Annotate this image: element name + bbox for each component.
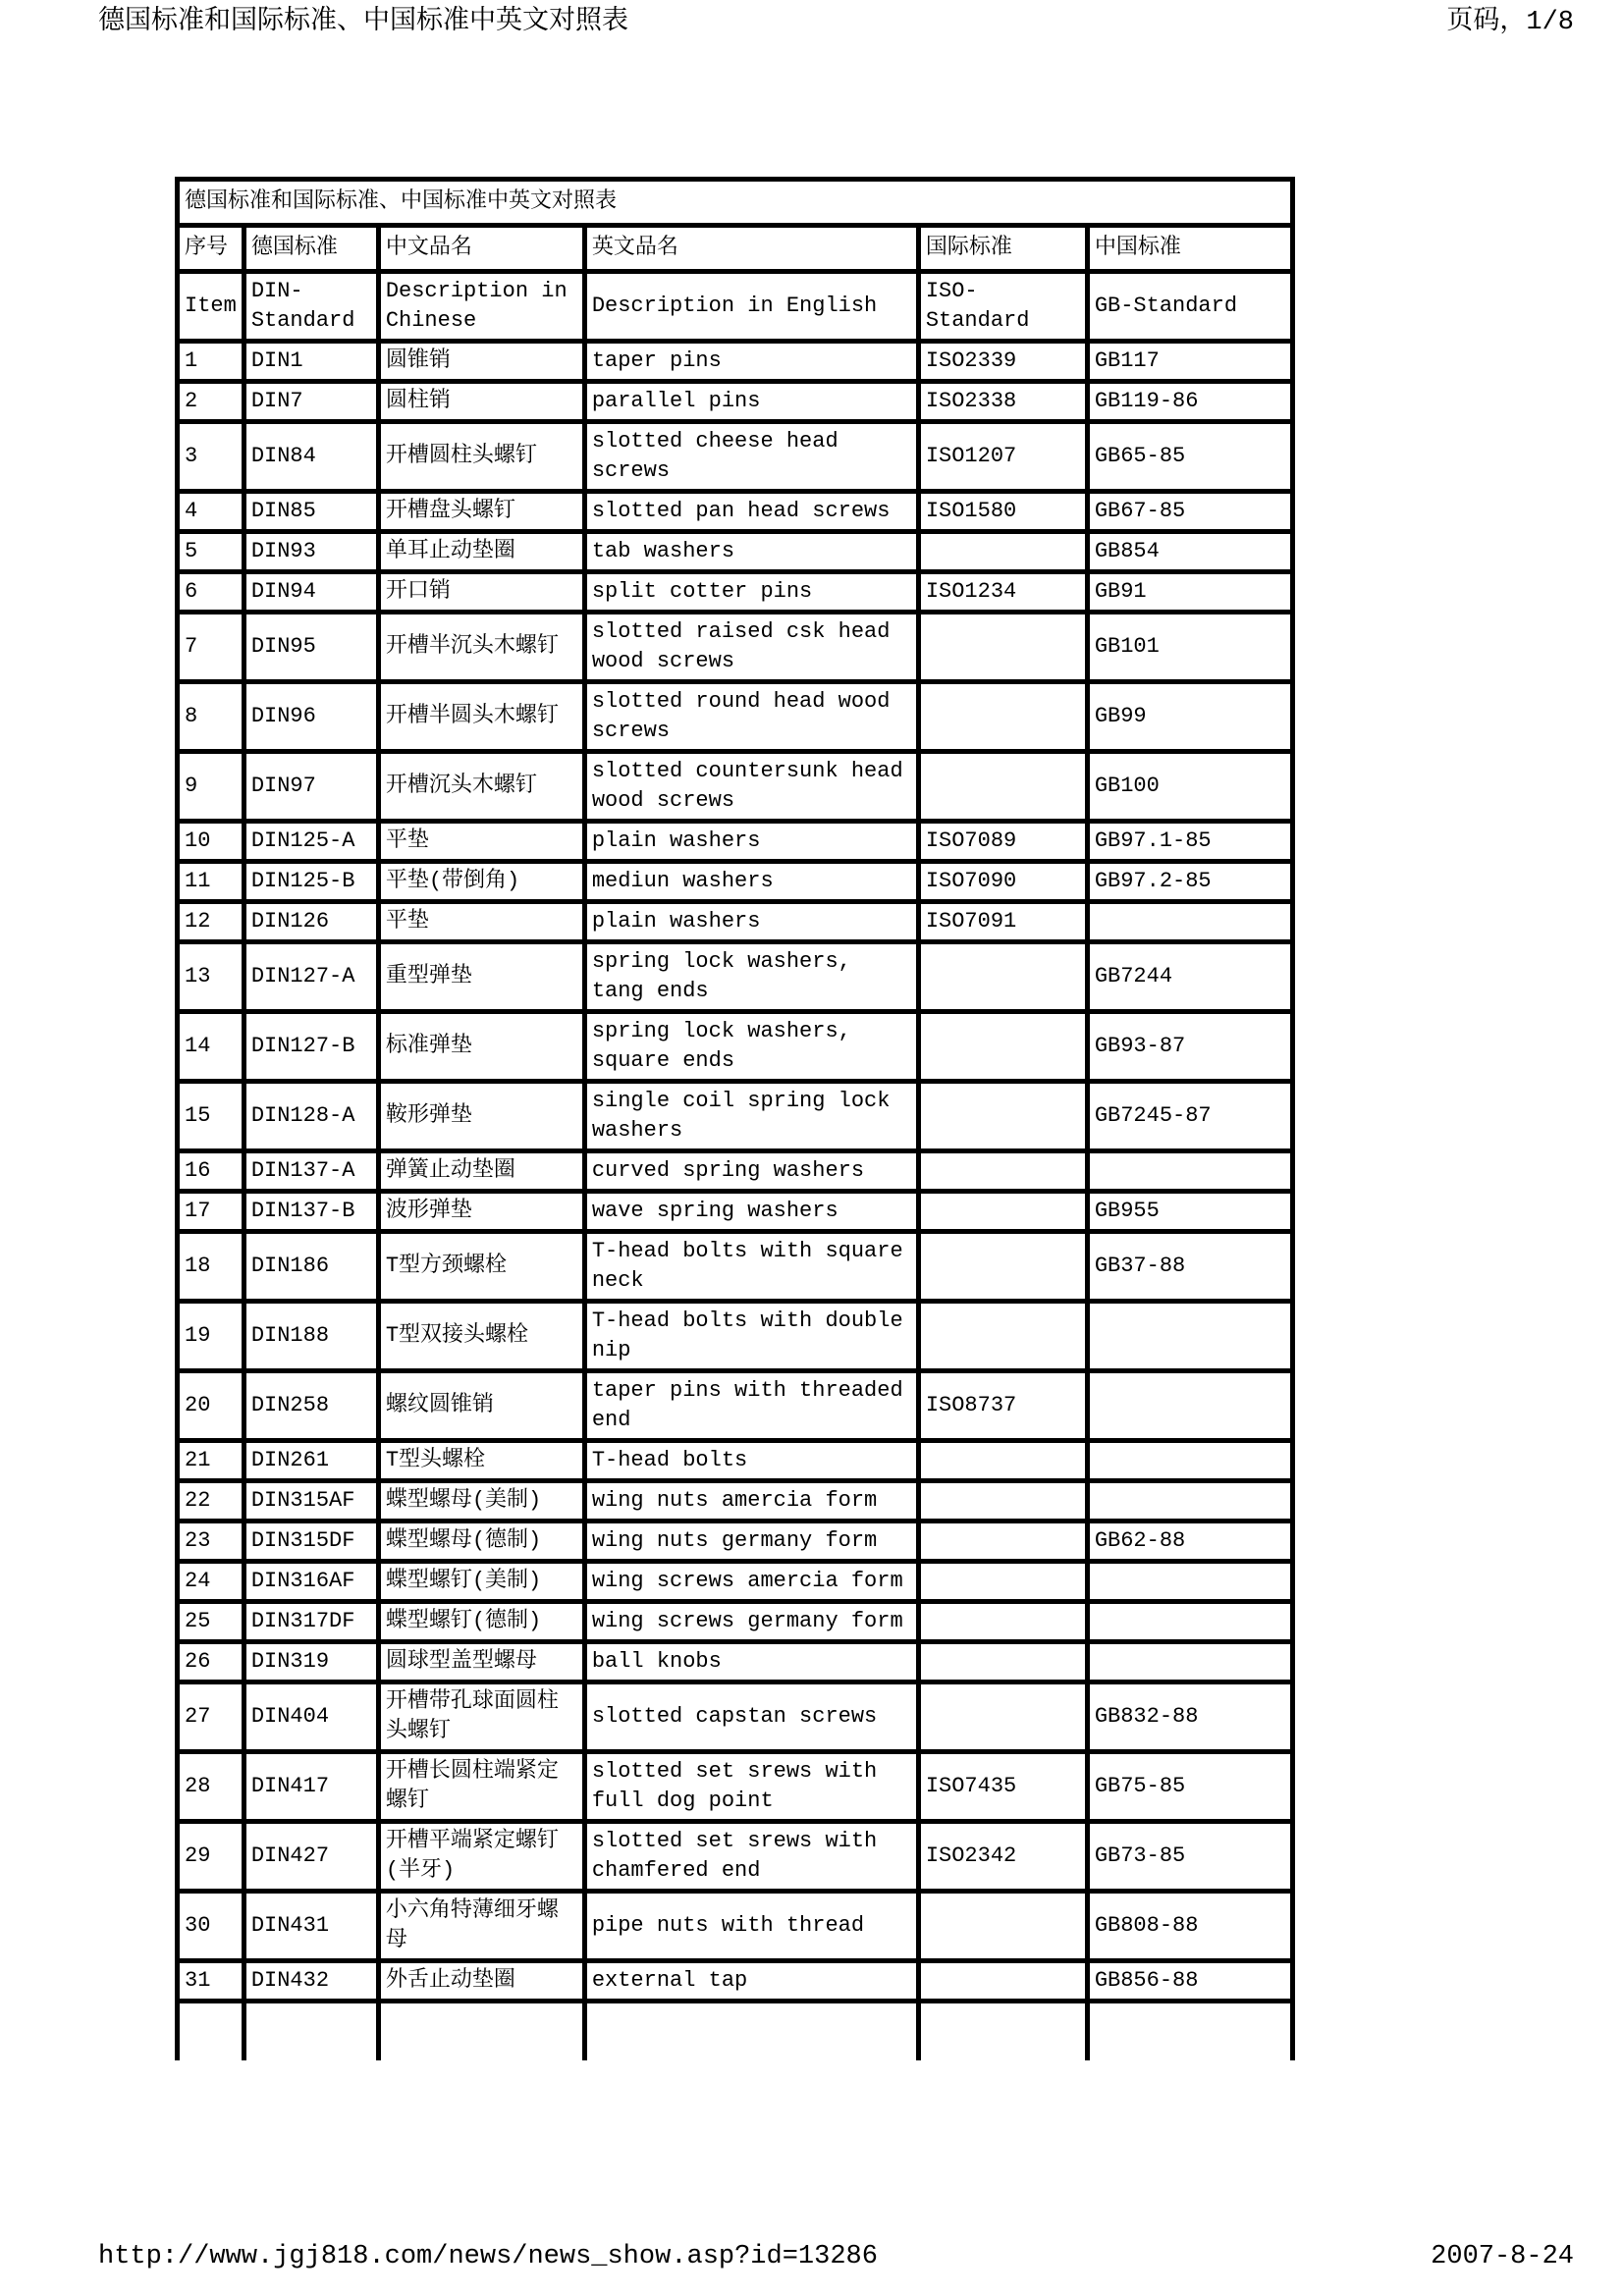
table-cell: DIN127-B bbox=[243, 1012, 378, 1082]
table-cell: GB99 bbox=[1087, 682, 1292, 752]
table-cell: 开槽带孔球面圆柱头螺钉 bbox=[378, 1682, 584, 1752]
table-header-row-english bbox=[178, 272, 1293, 342]
table-cell: GB7245-87 bbox=[1087, 1082, 1292, 1151]
table-cell: 7 bbox=[178, 613, 244, 682]
table-row bbox=[178, 1371, 1293, 1441]
table-cell: ISO2338 bbox=[918, 382, 1087, 422]
table-cell: 平垫 bbox=[378, 822, 584, 862]
table-cell: GB808-88 bbox=[1087, 1892, 1292, 1961]
table-cell bbox=[918, 1562, 1087, 1602]
table-cell: DIN319 bbox=[243, 1642, 378, 1682]
table-cell: curved spring washers bbox=[584, 1151, 918, 1192]
table-cell bbox=[918, 1481, 1087, 1522]
table-row bbox=[178, 1961, 1293, 2002]
table-cell: 开口销 bbox=[378, 572, 584, 613]
table-cell: 蝶型螺母(德制) bbox=[378, 1522, 584, 1562]
table-row bbox=[178, 1441, 1293, 1481]
table-title-row bbox=[178, 180, 1293, 226]
table-cell: 波形弹垫 bbox=[378, 1192, 584, 1232]
table-cell: 21 bbox=[178, 1441, 244, 1481]
table-cell bbox=[918, 1082, 1087, 1151]
table-cell: 开槽平端紧定螺钉(半牙) bbox=[378, 1822, 584, 1892]
table-cell: ISO7089 bbox=[918, 822, 1087, 862]
table-header-row-chinese bbox=[178, 226, 1293, 272]
table-row bbox=[178, 752, 1293, 822]
table-cell: taper pins bbox=[584, 342, 918, 382]
table-row bbox=[178, 1302, 1293, 1371]
table-cell: slotted countersunk head wood screws bbox=[584, 752, 918, 822]
table-cell bbox=[918, 682, 1087, 752]
print-header-title: 德国标准和国际标准、中国标准中英文对照表 bbox=[98, 8, 628, 37]
table-cell bbox=[1087, 1642, 1292, 1682]
table-row bbox=[178, 1522, 1293, 1562]
table-row bbox=[178, 532, 1293, 572]
table-cell: ball knobs bbox=[584, 1642, 918, 1682]
table-cell: pipe nuts with thread bbox=[584, 1892, 918, 1961]
table-cell: DIN125-A bbox=[243, 822, 378, 862]
table-cell: 31 bbox=[178, 1961, 244, 2002]
table-cell: DIN315DF bbox=[243, 1522, 378, 1562]
table-cell: 30 bbox=[178, 1892, 244, 1961]
table-cell: DIN432 bbox=[243, 1961, 378, 2002]
table-cell: 鞍形弹垫 bbox=[378, 1082, 584, 1151]
table-cell: 弹簧止动垫圈 bbox=[378, 1151, 584, 1192]
table-cell: 开槽圆柱头螺钉 bbox=[378, 422, 584, 492]
print-date: 2007-8-24 bbox=[1431, 2242, 1574, 2271]
table-cell: DIN317DF bbox=[243, 1602, 378, 1642]
table-cell: T型双接头螺栓 bbox=[378, 1302, 584, 1371]
table-row bbox=[178, 1562, 1293, 1602]
print-footer bbox=[98, 2240, 1574, 2273]
table-row bbox=[178, 1481, 1293, 1522]
table-cell: GB97.2-85 bbox=[1087, 862, 1292, 902]
table-cell: 蝶型螺母(美制) bbox=[378, 1481, 584, 1522]
table-cell: DIN95 bbox=[243, 613, 378, 682]
table-cell: DIN261 bbox=[243, 1441, 378, 1481]
standards-comparison-table bbox=[175, 177, 1295, 2060]
table-cell: slotted capstan screws bbox=[584, 1682, 918, 1752]
table-cell: DIN427 bbox=[243, 1822, 378, 1892]
column-header-din-cn: 德国标准 bbox=[243, 226, 378, 272]
table-cell: T-head bolts with square neck bbox=[584, 1232, 918, 1302]
table-cell bbox=[243, 2002, 378, 2061]
table-row bbox=[178, 613, 1293, 682]
column-header-item: Item bbox=[178, 272, 244, 342]
table-cell: ISO7090 bbox=[918, 862, 1087, 902]
table-cell bbox=[918, 1602, 1087, 1642]
table-cell: GB832-88 bbox=[1087, 1682, 1292, 1752]
table-cell: 5 bbox=[178, 532, 244, 572]
table-cell bbox=[918, 942, 1087, 1012]
table-cell: 29 bbox=[178, 1822, 244, 1892]
table-row bbox=[178, 902, 1293, 942]
table-cell: 11 bbox=[178, 862, 244, 902]
table-cell: taper pins with threaded end bbox=[584, 1371, 918, 1441]
table-cell bbox=[918, 1961, 1087, 2002]
table-cell: GB62-88 bbox=[1087, 1522, 1292, 1562]
table-row bbox=[178, 1602, 1293, 1642]
table-cell: GB91 bbox=[1087, 572, 1292, 613]
table-cell: 4 bbox=[178, 492, 244, 532]
table-cell: external tap bbox=[584, 1961, 918, 2002]
table-cell bbox=[918, 1892, 1087, 1961]
table-cell: GB37-88 bbox=[1087, 1232, 1292, 1302]
table-cell bbox=[1087, 1371, 1292, 1441]
table-cell: 开槽长圆柱端紧定螺钉 bbox=[378, 1752, 584, 1822]
table-cell: T型方颈螺栓 bbox=[378, 1232, 584, 1302]
table-cell bbox=[1087, 2002, 1292, 2061]
table-cell bbox=[918, 1192, 1087, 1232]
table-cell: ISO1207 bbox=[918, 422, 1087, 492]
table-cell bbox=[918, 1642, 1087, 1682]
table-cell: GB65-85 bbox=[1087, 422, 1292, 492]
table-cell: 1 bbox=[178, 342, 244, 382]
table-cell: slotted round head wood screws bbox=[584, 682, 918, 752]
table-cell: DIN431 bbox=[243, 1892, 378, 1961]
table-row bbox=[178, 382, 1293, 422]
table-cell: GB73-85 bbox=[1087, 1822, 1292, 1892]
table-cell: GB93-87 bbox=[1087, 1012, 1292, 1082]
table-cell: GB856-88 bbox=[1087, 1961, 1292, 2002]
table-cell: DIN126 bbox=[243, 902, 378, 942]
table-cell: GB100 bbox=[1087, 752, 1292, 822]
table-cell: T-head bolts with double nip bbox=[584, 1302, 918, 1371]
table-cell: GB119-86 bbox=[1087, 382, 1292, 422]
table-cell: DIN84 bbox=[243, 422, 378, 492]
table-cell: 6 bbox=[178, 572, 244, 613]
table-body bbox=[178, 342, 1293, 2061]
print-header bbox=[98, 6, 1574, 39]
table-cell: 开槽盘头螺钉 bbox=[378, 492, 584, 532]
table-cell: DIN315AF bbox=[243, 1481, 378, 1522]
table-cell: DIN404 bbox=[243, 1682, 378, 1752]
table-cell: DIN316AF bbox=[243, 1562, 378, 1602]
table-cell: tab washers bbox=[584, 532, 918, 572]
table-cell: mediun washers bbox=[584, 862, 918, 902]
table-row bbox=[178, 1822, 1293, 1892]
table-cell: DIN137-A bbox=[243, 1151, 378, 1192]
table-cell: 9 bbox=[178, 752, 244, 822]
table-cell: DIN128-A bbox=[243, 1082, 378, 1151]
table-cell: DIN97 bbox=[243, 752, 378, 822]
table-cell: ISO7091 bbox=[918, 902, 1087, 942]
table-cell: DIN125-B bbox=[243, 862, 378, 902]
table-cell: slotted cheese head screws bbox=[584, 422, 918, 492]
table-cell: T型头螺栓 bbox=[378, 1441, 584, 1481]
table-cell bbox=[584, 2002, 918, 2061]
column-header-description-chinese: Description in Chinese bbox=[378, 272, 584, 342]
table-cell: spring lock washers, square ends bbox=[584, 1012, 918, 1082]
table-cell: 蝶型螺钉(美制) bbox=[378, 1562, 584, 1602]
source-url-text: http://www.jgj818.com/news/news_show.asp?id=13286 bbox=[98, 2242, 878, 2271]
table-cell bbox=[918, 1441, 1087, 1481]
table-cell: GB101 bbox=[1087, 613, 1292, 682]
table-row bbox=[178, 1151, 1293, 1192]
column-header-gb-standard: GB-Standard bbox=[1087, 272, 1292, 342]
table-cell bbox=[918, 613, 1087, 682]
table-cell: DIN417 bbox=[243, 1752, 378, 1822]
table-cell: GB854 bbox=[1087, 532, 1292, 572]
table-cell: DIN137-B bbox=[243, 1192, 378, 1232]
table-cell: GB117 bbox=[1087, 342, 1292, 382]
table-row bbox=[178, 862, 1293, 902]
table-cell: DIN85 bbox=[243, 492, 378, 532]
table-row bbox=[178, 1892, 1293, 1961]
table-cell: GB75-85 bbox=[1087, 1752, 1292, 1822]
table-cell: 12 bbox=[178, 902, 244, 942]
table-cell: DIN94 bbox=[243, 572, 378, 613]
table-cell: plain washers bbox=[584, 822, 918, 862]
column-header-name-en-cn: 英文品名 bbox=[584, 226, 918, 272]
table-cell bbox=[918, 1232, 1087, 1302]
table-cell bbox=[1087, 1302, 1292, 1371]
table-cell: 圆锥销 bbox=[378, 342, 584, 382]
table-cell: 13 bbox=[178, 942, 244, 1012]
table-cell: 20 bbox=[178, 1371, 244, 1441]
table-cell: DIN7 bbox=[243, 382, 378, 422]
table-row bbox=[178, 1082, 1293, 1151]
column-header-name-cn: 中文品名 bbox=[378, 226, 584, 272]
table-cell: slotted raised csk head wood screws bbox=[584, 613, 918, 682]
table-cell: ISO2342 bbox=[918, 1822, 1087, 1892]
table-row bbox=[178, 2002, 1293, 2061]
print-header-page-number: 页码，1/8 bbox=[1446, 8, 1574, 37]
table-cell: 螺纹圆锥销 bbox=[378, 1371, 584, 1441]
table-cell: DIN1 bbox=[243, 342, 378, 382]
table-cell bbox=[918, 1682, 1087, 1752]
table-row bbox=[178, 1682, 1293, 1752]
table-cell bbox=[918, 1151, 1087, 1192]
table-cell: DIN188 bbox=[243, 1302, 378, 1371]
table-row bbox=[178, 422, 1293, 492]
table-cell bbox=[378, 2002, 584, 2061]
table-cell: ISO1580 bbox=[918, 492, 1087, 532]
table-cell: slotted set srews with full dog point bbox=[584, 1752, 918, 1822]
table-cell: 23 bbox=[178, 1522, 244, 1562]
table-cell: 开槽半沉头木螺钉 bbox=[378, 613, 584, 682]
column-header-gb-cn: 中国标准 bbox=[1087, 226, 1292, 272]
table-row bbox=[178, 1192, 1293, 1232]
table-row bbox=[178, 492, 1293, 532]
table-cell: 17 bbox=[178, 1192, 244, 1232]
table-cell: wing screws amercia form bbox=[584, 1562, 918, 1602]
table-cell bbox=[918, 752, 1087, 822]
table-cell: 小六角特薄细牙螺母 bbox=[378, 1892, 584, 1961]
table-cell: 3 bbox=[178, 422, 244, 492]
table-cell: wing nuts amercia form bbox=[584, 1481, 918, 1522]
table-cell bbox=[918, 2002, 1087, 2061]
table-cell: 开槽沉头木螺钉 bbox=[378, 752, 584, 822]
column-header-item-cn: 序号 bbox=[178, 226, 244, 272]
table-cell: 平垫(带倒角) bbox=[378, 862, 584, 902]
table-cell bbox=[178, 2002, 244, 2061]
table-cell: ISO1234 bbox=[918, 572, 1087, 613]
table-cell: 10 bbox=[178, 822, 244, 862]
table-cell: 外舌止动垫圈 bbox=[378, 1961, 584, 2002]
table-cell bbox=[918, 1522, 1087, 1562]
table-cell bbox=[1087, 902, 1292, 942]
table-row bbox=[178, 942, 1293, 1012]
table-cell: 28 bbox=[178, 1752, 244, 1822]
table-cell: GB7244 bbox=[1087, 942, 1292, 1012]
table-cell: T-head bolts bbox=[584, 1441, 918, 1481]
table-cell: 重型弹垫 bbox=[378, 942, 584, 1012]
table-cell: DIN127-A bbox=[243, 942, 378, 1012]
column-header-din-standard: DIN-Standard bbox=[243, 272, 378, 342]
column-header-iso-cn: 国际标准 bbox=[918, 226, 1087, 272]
table-cell: DIN258 bbox=[243, 1371, 378, 1441]
table-row bbox=[178, 1232, 1293, 1302]
table-title: 德国标准和国际标准、中国标准中英文对照表 bbox=[178, 180, 1293, 226]
table-cell: DIN186 bbox=[243, 1232, 378, 1302]
table-cell: 25 bbox=[178, 1602, 244, 1642]
table-cell: 26 bbox=[178, 1642, 244, 1682]
table-cell: single coil spring lock washers bbox=[584, 1082, 918, 1151]
table-cell: spring lock washers, tang ends bbox=[584, 942, 918, 1012]
table-cell bbox=[1087, 1441, 1292, 1481]
table-cell: 19 bbox=[178, 1302, 244, 1371]
table-cell bbox=[918, 1302, 1087, 1371]
table-cell: parallel pins bbox=[584, 382, 918, 422]
table-cell: DIN93 bbox=[243, 532, 378, 572]
column-header-iso-standard: ISO-Standard bbox=[918, 272, 1087, 342]
table-row bbox=[178, 1642, 1293, 1682]
table-row bbox=[178, 572, 1293, 613]
table-row bbox=[178, 682, 1293, 752]
column-header-description-english: Description in English bbox=[584, 272, 918, 342]
table-cell: 24 bbox=[178, 1562, 244, 1602]
table-row bbox=[178, 822, 1293, 862]
table-cell: ISO2339 bbox=[918, 342, 1087, 382]
table-cell: 16 bbox=[178, 1151, 244, 1192]
table-cell: DIN96 bbox=[243, 682, 378, 752]
table-cell: 8 bbox=[178, 682, 244, 752]
table-cell: plain washers bbox=[584, 902, 918, 942]
table-cell: 14 bbox=[178, 1012, 244, 1082]
table-cell: 27 bbox=[178, 1682, 244, 1752]
table-cell: 22 bbox=[178, 1481, 244, 1522]
table-row bbox=[178, 342, 1293, 382]
table-cell bbox=[1087, 1602, 1292, 1642]
table-cell: GB97.1-85 bbox=[1087, 822, 1292, 862]
table-cell: 平垫 bbox=[378, 902, 584, 942]
table-cell: 标准弹垫 bbox=[378, 1012, 584, 1082]
table-cell: 蝶型螺钉(德制) bbox=[378, 1602, 584, 1642]
table-cell: ISO8737 bbox=[918, 1371, 1087, 1441]
table-cell: 15 bbox=[178, 1082, 244, 1151]
table-cell bbox=[1087, 1562, 1292, 1602]
table-row bbox=[178, 1012, 1293, 1082]
table-cell: wing screws germany form bbox=[584, 1602, 918, 1642]
table-cell bbox=[1087, 1151, 1292, 1192]
table-cell: 2 bbox=[178, 382, 244, 422]
table-cell: GB67-85 bbox=[1087, 492, 1292, 532]
table-cell: GB955 bbox=[1087, 1192, 1292, 1232]
table-cell bbox=[1087, 1481, 1292, 1522]
table-cell: 开槽半圆头木螺钉 bbox=[378, 682, 584, 752]
table-cell: 圆柱销 bbox=[378, 382, 584, 422]
table-cell: 圆球型盖型螺母 bbox=[378, 1642, 584, 1682]
table-cell bbox=[918, 1012, 1087, 1082]
table-cell: wing nuts germany form bbox=[584, 1522, 918, 1562]
table-cell: slotted set srews with chamfered end bbox=[584, 1822, 918, 1892]
table-cell: ISO7435 bbox=[918, 1752, 1087, 1822]
table-row bbox=[178, 1752, 1293, 1822]
table-cell: wave spring washers bbox=[584, 1192, 918, 1232]
table-cell: split cotter pins bbox=[584, 572, 918, 613]
table-cell: 单耳止动垫圈 bbox=[378, 532, 584, 572]
table-cell bbox=[918, 532, 1087, 572]
table-cell: 18 bbox=[178, 1232, 244, 1302]
table-cell: slotted pan head screws bbox=[584, 492, 918, 532]
